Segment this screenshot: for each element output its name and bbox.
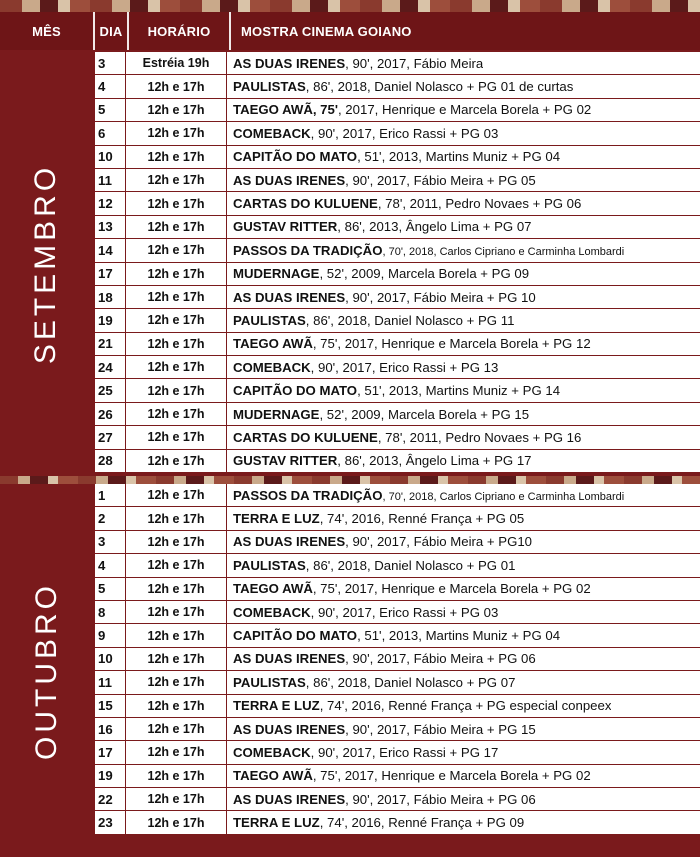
cell-mostra: [227, 605, 498, 620]
cell-dia: 1: [95, 484, 126, 506]
film-title: PASSOS DA TRADIÇÃO: [233, 487, 383, 503]
table-row: [95, 484, 700, 507]
cell-mostra: [227, 745, 498, 760]
header-horario: HORÁRIO: [147, 23, 211, 39]
cell-horario: 12h e 17h: [126, 531, 227, 553]
table-row: [95, 75, 700, 98]
table-row: [95, 554, 700, 577]
cell-mostra: [227, 651, 536, 666]
film-title: MUDERNAGE: [233, 266, 320, 282]
film-details: , 51', 2013, Martins Muniz + PG 04: [357, 628, 561, 644]
cell-mostra: [227, 290, 536, 305]
table-header: [0, 12, 700, 50]
cell-dia: 19: [95, 309, 126, 331]
header-mes: MÊS: [32, 23, 61, 39]
cell-mostra: [227, 815, 524, 830]
film-title: COMEBACK: [233, 125, 311, 141]
table-row: [95, 648, 700, 671]
table-row: [95, 169, 700, 192]
cell-horario: 12h e 17h: [126, 192, 227, 214]
table-row: [95, 811, 700, 834]
film-title: GUSTAV RITTER: [233, 219, 338, 235]
cell-mostra: [227, 173, 536, 188]
month-section-setembro: [0, 52, 700, 476]
film-details: , 86', 2018, Daniel Nolasco + PG 07: [305, 674, 516, 690]
film-title: AS DUAS IRENES: [233, 721, 346, 737]
cell-horario: 12h e 17h: [126, 309, 227, 331]
cell-mostra: [227, 336, 591, 351]
cell-dia: 3: [95, 531, 126, 553]
film-details: , 51', 2013, Martins Muniz + PG 04: [357, 149, 561, 165]
film-details: , 90', 2017, Erico Rassi + PG 03: [310, 604, 499, 620]
cell-mostra: [227, 313, 514, 328]
cell-horario: 12h e 17h: [126, 624, 227, 646]
film-details: , 86', 2013, Ângelo Lima + PG 07: [337, 219, 532, 235]
table-row: [95, 99, 700, 122]
film-title: CAPITÃO DO MATO: [233, 149, 358, 165]
film-title: CAPITÃO DO MATO: [233, 383, 358, 399]
table-row: [95, 239, 700, 262]
cell-horario: 12h e 17h: [126, 601, 227, 623]
cell-horario: 12h e 17h: [126, 788, 227, 810]
film-details: , 90', 2017, Erico Rassi + PG 13: [310, 359, 499, 375]
film-title: AS DUAS IRENES: [233, 55, 346, 71]
film-title: PAULISTAS: [233, 674, 306, 690]
cell-horario: 12h e 17h: [126, 122, 227, 144]
film-title: TAEGO AWÃ: [233, 581, 313, 597]
cell-mostra: [227, 266, 529, 281]
cell-dia: 13: [95, 216, 126, 238]
cell-horario: 12h e 17h: [126, 741, 227, 763]
table-row: [95, 671, 700, 694]
cell-horario: 12h e 17h: [126, 450, 227, 472]
cell-horario: 12h e 17h: [126, 169, 227, 191]
top-mosaic-band: [0, 0, 700, 12]
cell-dia: 9: [95, 624, 126, 646]
cell-horario: 12h e 17h: [126, 379, 227, 401]
table-row: [95, 578, 700, 601]
month-section-outubro: [0, 484, 700, 857]
table-row: [95, 450, 700, 473]
schedule-rows: [95, 52, 700, 473]
cell-mostra: [227, 243, 624, 258]
film-title: COMEBACK: [233, 359, 311, 375]
film-details: , 51', 2013, Martins Muniz + PG 14: [357, 383, 561, 399]
cell-horario: 12h e 17h: [126, 695, 227, 717]
cell-dia: 24: [95, 356, 126, 378]
cell-mostra: [227, 453, 532, 468]
table-row: [95, 309, 700, 332]
cell-horario: 12h e 17h: [126, 146, 227, 168]
table-row: [95, 356, 700, 379]
table-row: [95, 531, 700, 554]
cell-mostra: [227, 383, 560, 398]
header-separator: [93, 12, 95, 50]
film-title: AS DUAS IRENES: [233, 289, 346, 305]
film-details: , 70', 2018, Carlos Cipriano e Carminha Lombardi: [382, 245, 625, 258]
table-row: [95, 333, 700, 356]
film-details: , 86', 2018, Daniel Nolasco + PG 01 de curtas: [305, 79, 574, 95]
film-details: , 90', 2017, Fábio Meira + PG 05: [345, 172, 536, 188]
header-dia: DIA: [99, 23, 123, 39]
film-details: , 90', 2017, Fábio Meira + PG10: [345, 534, 533, 550]
cell-mostra: [227, 126, 498, 141]
cell-dia: 10: [95, 146, 126, 168]
film-details: , 90', 2017, Fábio Meira + PG 10: [345, 289, 536, 305]
film-title: COMEBACK: [233, 744, 311, 760]
table-row: [95, 52, 700, 75]
film-title: TERRA E LUZ: [233, 511, 320, 527]
month-cell: [0, 52, 93, 476]
film-details: , 75', 2017, Henrique e Marcela Borela + PG 02: [312, 581, 591, 597]
cell-dia: 6: [95, 122, 126, 144]
cell-horario: 12h e 17h: [126, 239, 227, 261]
table-row: [95, 624, 700, 647]
table-row: [95, 216, 700, 239]
cell-horario: 12h e 17h: [126, 811, 227, 833]
cell-horario: Estréia 19h: [126, 52, 227, 74]
cell-dia: 19: [95, 765, 126, 787]
film-details: , 74', 2016, Renné França + PG 09: [319, 815, 525, 831]
cell-dia: 23: [95, 811, 126, 833]
cell-horario: 12h e 17h: [126, 286, 227, 308]
cell-horario: 12h e 17h: [126, 263, 227, 285]
table-row: [95, 286, 700, 309]
cell-mostra: [227, 79, 573, 94]
cell-horario: 12h e 17h: [126, 75, 227, 97]
cell-mostra: [227, 511, 524, 526]
film-title: AS DUAS IRENES: [233, 651, 346, 667]
cell-dia: 12: [95, 192, 126, 214]
table-row: [95, 507, 700, 530]
film-details: , 75', 2017, Henrique e Marcela Borela + PG 02: [312, 768, 591, 784]
film-details: , 78', 2011, Pedro Novaes + PG 16: [377, 429, 582, 445]
month-cell: [0, 484, 93, 857]
cell-horario: 12h e 17h: [126, 216, 227, 238]
header-separator: [127, 12, 129, 50]
cell-mostra: [227, 768, 591, 783]
film-title: PAULISTAS: [233, 312, 306, 328]
film-details: , 86', 2018, Daniel Nolasco + PG 11: [305, 312, 515, 328]
cell-dia: 10: [95, 648, 126, 670]
film-title: TAEGO AWÃ, 75': [233, 102, 338, 118]
cell-horario: 12h e 17h: [126, 99, 227, 121]
schedule-rows: [95, 484, 700, 835]
cell-dia: 2: [95, 507, 126, 529]
cell-mostra: [227, 56, 483, 71]
cell-horario: 12h e 17h: [126, 356, 227, 378]
cell-dia: 17: [95, 263, 126, 285]
table-row: [95, 146, 700, 169]
cell-mostra: [227, 196, 581, 211]
cell-horario: 12h e 17h: [126, 671, 227, 693]
film-title: AS DUAS IRENES: [233, 172, 346, 188]
cell-mostra: [227, 792, 536, 807]
film-title: AS DUAS IRENES: [233, 791, 346, 807]
table-row: [95, 741, 700, 764]
cell-mostra: [227, 219, 532, 234]
film-title: PAULISTAS: [233, 79, 306, 95]
cell-horario: 12h e 17h: [126, 426, 227, 448]
cell-mostra: [227, 558, 515, 573]
film-details: , 70', 2018, Carlos Cipriano e Carminha Lombardi: [382, 490, 625, 503]
cell-dia: 5: [95, 99, 126, 121]
cell-dia: 15: [95, 695, 126, 717]
film-title: CAPITÃO DO MATO: [233, 628, 358, 644]
cell-mostra: [227, 698, 611, 713]
table-row: [95, 379, 700, 402]
section-divider-mosaic: [0, 476, 700, 484]
film-details: , 86', 2018, Daniel Nolasco + PG 01: [305, 557, 516, 573]
cell-mostra: [227, 628, 560, 643]
cell-mostra: [227, 488, 624, 503]
film-details: , 52', 2009, Marcela Borela + PG 15: [319, 406, 530, 422]
cell-mostra: [227, 581, 591, 596]
cell-dia: 27: [95, 426, 126, 448]
cell-dia: 28: [95, 450, 126, 472]
cell-dia: 25: [95, 379, 126, 401]
cell-mostra: [227, 722, 536, 737]
cell-horario: 12h e 17h: [126, 554, 227, 576]
cell-dia: 22: [95, 788, 126, 810]
table-row: [95, 192, 700, 215]
film-details: , 74', 2016, Renné França + PG 05: [319, 511, 525, 527]
table-row: [95, 765, 700, 788]
film-details: , 78', 2011, Pedro Novaes + PG 06: [377, 196, 582, 212]
film-title: TAEGO AWÃ: [233, 768, 313, 784]
cell-dia: 18: [95, 286, 126, 308]
cell-mostra: [227, 534, 532, 549]
cell-dia: 16: [95, 718, 126, 740]
cell-horario: 12h e 17h: [126, 484, 227, 506]
month-label: OUTUBRO: [29, 581, 63, 760]
cell-dia: 3: [95, 52, 126, 74]
film-details: , 2017, Henrique e Marcela Borela + PG 02: [337, 102, 592, 118]
cell-dia: 5: [95, 578, 126, 600]
cell-horario: 12h e 17h: [126, 333, 227, 355]
film-details: , 75', 2017, Henrique e Marcela Borela + PG 12: [312, 336, 591, 352]
film-title: TERRA E LUZ: [233, 815, 320, 831]
cell-horario: 12h e 17h: [126, 718, 227, 740]
film-title: CARTAS DO KULUENE: [233, 196, 378, 212]
cell-horario: 12h e 17h: [126, 578, 227, 600]
cell-dia: 17: [95, 741, 126, 763]
film-title: TAEGO AWÃ: [233, 336, 313, 352]
film-title: MUDERNAGE: [233, 406, 320, 422]
film-title: AS DUAS IRENES: [233, 534, 346, 550]
cell-horario: 12h e 17h: [126, 507, 227, 529]
cell-mostra: [227, 360, 498, 375]
film-details: , 86', 2013, Ângelo Lima + PG 17: [337, 453, 532, 469]
table-row: [95, 263, 700, 286]
cell-mostra: [227, 675, 515, 690]
month-label: SETEMBRO: [29, 163, 63, 365]
cell-dia: 8: [95, 601, 126, 623]
film-title: PAULISTAS: [233, 557, 306, 573]
table-row: [95, 403, 700, 426]
cell-dia: 21: [95, 333, 126, 355]
film-details: , 90', 2017, Fábio Meira + PG 06: [345, 791, 536, 807]
cell-dia: 11: [95, 671, 126, 693]
film-details: , 90', 2017, Fábio Meira: [345, 55, 484, 71]
cell-mostra: [227, 407, 529, 422]
film-title: TERRA E LUZ: [233, 698, 320, 714]
film-title: GUSTAV RITTER: [233, 453, 338, 469]
cell-horario: 12h e 17h: [126, 403, 227, 425]
film-title: COMEBACK: [233, 604, 311, 620]
film-details: , 52', 2009, Marcela Borela + PG 09: [319, 266, 530, 282]
cell-mostra: [227, 102, 591, 117]
cell-dia: 26: [95, 403, 126, 425]
table-row: [95, 788, 700, 811]
film-details: , 90', 2017, Erico Rassi + PG 03: [310, 125, 499, 141]
cell-horario: 12h e 17h: [126, 765, 227, 787]
table-row: [95, 718, 700, 741]
table-row: [95, 122, 700, 145]
table-row: [95, 426, 700, 449]
table-row: [95, 695, 700, 718]
cell-dia: 4: [95, 75, 126, 97]
film-details: , 90', 2017, Erico Rassi + PG 17: [310, 744, 499, 760]
cell-horario: 12h e 17h: [126, 648, 227, 670]
film-title: CARTAS DO KULUENE: [233, 429, 378, 445]
cell-mostra: [227, 149, 560, 164]
cell-mostra: [227, 430, 581, 445]
header-mostra: MOSTRA CINEMA GOIANO: [241, 23, 412, 39]
film-details: , 90', 2017, Fábio Meira + PG 06: [345, 651, 536, 667]
cell-dia: 14: [95, 239, 126, 261]
header-separator: [229, 12, 231, 50]
film-details: , 74', 2016, Renné França + PG especial conpeex: [319, 698, 612, 714]
film-details: , 90', 2017, Fábio Meira + PG 15: [345, 721, 536, 737]
cell-dia: 11: [95, 169, 126, 191]
film-title: PASSOS DA TRADIÇÃO: [233, 242, 383, 258]
table-row: [95, 601, 700, 624]
cell-dia: 4: [95, 554, 126, 576]
